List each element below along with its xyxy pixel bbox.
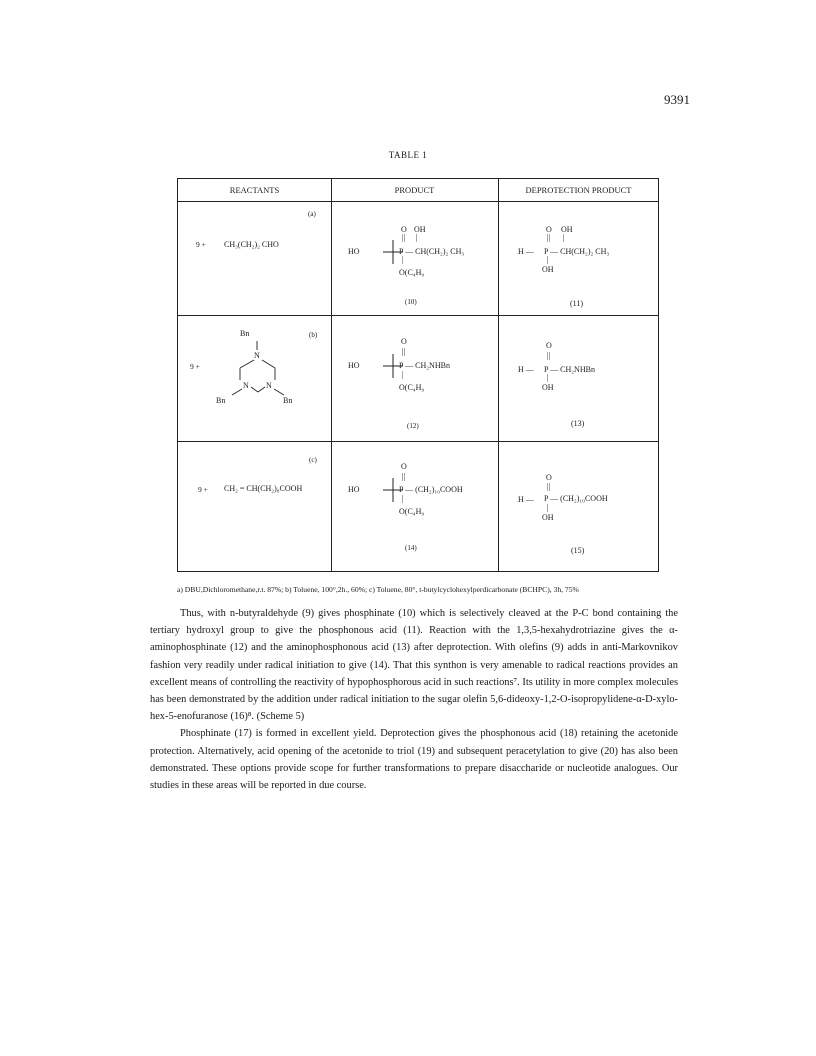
header-product: PRODUCT xyxy=(394,185,435,195)
compound-label: (12) xyxy=(407,422,419,430)
svg-text:H —: H — xyxy=(518,247,534,256)
svg-text:O(C₄H₉: O(C₄H₉ xyxy=(399,268,425,277)
svg-text:||: || xyxy=(402,347,406,356)
compound-label: (14) xyxy=(405,544,417,552)
svg-text:OH: OH xyxy=(542,265,554,274)
header-reactants: REACTANTS xyxy=(229,185,280,195)
svg-text:Bn: Bn xyxy=(240,329,250,338)
compound-label: (13) xyxy=(571,419,585,428)
paragraph: Thus, with n-butyraldehyde (9) gives phosphinate (10) which is selectively cleaved at the P-C bond containing the tertiary hydroxyl group to give the phosphonous acid (11). Reaction with the 1,3,5-hexahydrotriazine gives the α-aminophosphinate (12) and the aminophosphonous acid (13) after deprotection. With olefins (9) adds in anti-Markovnikov fashion very readily under radical initiation to give (14). That this synthon is very amenable to radical reactions provides an excellent means of controlling the reactivity of hypophosphorous acid in such reactions⁷. Its utility in more complex molecules has been demonstrated by the addition under radical initiation to the sugar olefin 5,6-dideoxy-1,2-O-isopropylidene-α-D-xylo-hex-5-enofuranose (16)⁸. (Scheme 5) xyxy=(150,608,678,723)
paragraph: Phosphinate (17) is formed in excellent yield. Deprotection gives the phosphonous acid (18) retaining the acetonide protection. Alternatively, acid opening of the acetonide to triol (19) and subsequent peracetylation to give (20) has also been demonstrated. These options provide scope for further transformations to prepare disaccharide or nucleotide analogues. Our studies in these areas will be reported in due course. xyxy=(150,728,678,792)
svg-text:O: O xyxy=(546,473,552,482)
reactant-olefin: CH₂ = CH(CH₂)₈COOH xyxy=(224,484,303,493)
header-deprotection-product: DEPROTECTION PRODUCT xyxy=(525,185,632,195)
svg-text:P — CH(CH₂)₂ CH₃: P — CH(CH₂)₂ CH₃ xyxy=(544,247,610,256)
svg-text:|: | xyxy=(402,494,404,503)
svg-text:||: || xyxy=(402,472,406,481)
svg-text:OH: OH xyxy=(414,225,426,234)
reactant-prefix: 9 + xyxy=(196,240,206,249)
svg-text:|: | xyxy=(402,255,404,264)
svg-text:||: || xyxy=(402,233,406,242)
svg-text:HO: HO xyxy=(348,247,360,256)
svg-text:P — CH₂NHBn: P — CH₂NHBn xyxy=(544,365,595,374)
svg-text:O: O xyxy=(546,341,552,350)
svg-text:|: | xyxy=(563,233,565,242)
row-tag: (a) xyxy=(308,210,316,218)
product-structure xyxy=(331,441,498,573)
svg-text:N: N xyxy=(266,381,272,390)
svg-text:P — CH(CH₂)₂ CH₃: P — CH(CH₂)₂ CH₃ xyxy=(399,247,465,256)
svg-text:OH: OH xyxy=(542,513,554,522)
svg-text:|: | xyxy=(547,255,549,264)
svg-text:HO: HO xyxy=(348,361,360,370)
svg-text:N: N xyxy=(254,351,260,360)
reactant-aldehyde: CH₃(CH₂)₂ CHO xyxy=(224,240,279,249)
svg-text:O: O xyxy=(401,462,407,471)
svg-text:|: | xyxy=(416,233,418,242)
table-title: TABLE 1 xyxy=(388,150,428,160)
svg-text:N: N xyxy=(243,381,249,390)
svg-text:H —: H — xyxy=(518,365,534,374)
svg-text:|: | xyxy=(402,370,404,379)
svg-text:HO: HO xyxy=(348,485,360,494)
svg-text:P — (CH₂)₁₀COOH: P — (CH₂)₁₀COOH xyxy=(544,494,608,503)
svg-text:H —: H — xyxy=(518,495,534,504)
svg-text:O(C₄H₉: O(C₄H₉ xyxy=(399,507,425,516)
row-tag: (b) xyxy=(309,331,318,339)
svg-text:O(C₄H₉: O(C₄H₉ xyxy=(399,383,425,392)
svg-text:O: O xyxy=(401,337,407,346)
svg-text:Bn: Bn xyxy=(283,396,293,405)
reactant-prefix: 9 + xyxy=(198,485,208,494)
page-number: 9391 xyxy=(664,92,690,107)
compound-label: (11) xyxy=(570,299,584,308)
compound-label: (10) xyxy=(405,298,417,306)
svg-text:||: || xyxy=(547,351,551,360)
svg-text:OH: OH xyxy=(561,225,573,234)
svg-text:|: | xyxy=(547,373,549,382)
svg-text:|: | xyxy=(547,503,549,512)
triazine-structure xyxy=(178,315,331,441)
compound-label: (15) xyxy=(571,546,585,555)
reactant-prefix: 9 + xyxy=(190,362,200,371)
svg-text:P — CH₂NHBn: P — CH₂NHBn xyxy=(399,361,450,370)
body-text xyxy=(150,605,678,794)
svg-text:OH: OH xyxy=(542,383,554,392)
svg-text:P — (CH₂)₁₀COOH: P — (CH₂)₁₀COOH xyxy=(399,485,463,494)
svg-text:Bn: Bn xyxy=(216,396,226,405)
svg-text:||: || xyxy=(547,482,551,491)
svg-text:O: O xyxy=(546,225,552,234)
table-footnote: a) DBU,Dichloromethane,r.t. 87%; b) Toluene, 100°,2h., 60%; c) Toluene, 80°, t-butylcyclohexylperdicarbonate (BCHPC), 3h, 75% xyxy=(177,585,579,594)
deprotection-structure xyxy=(498,201,659,315)
reaction-table xyxy=(177,178,659,572)
svg-text:||: || xyxy=(547,233,551,242)
svg-text:O: O xyxy=(401,225,407,234)
row-tag: (c) xyxy=(309,456,317,464)
